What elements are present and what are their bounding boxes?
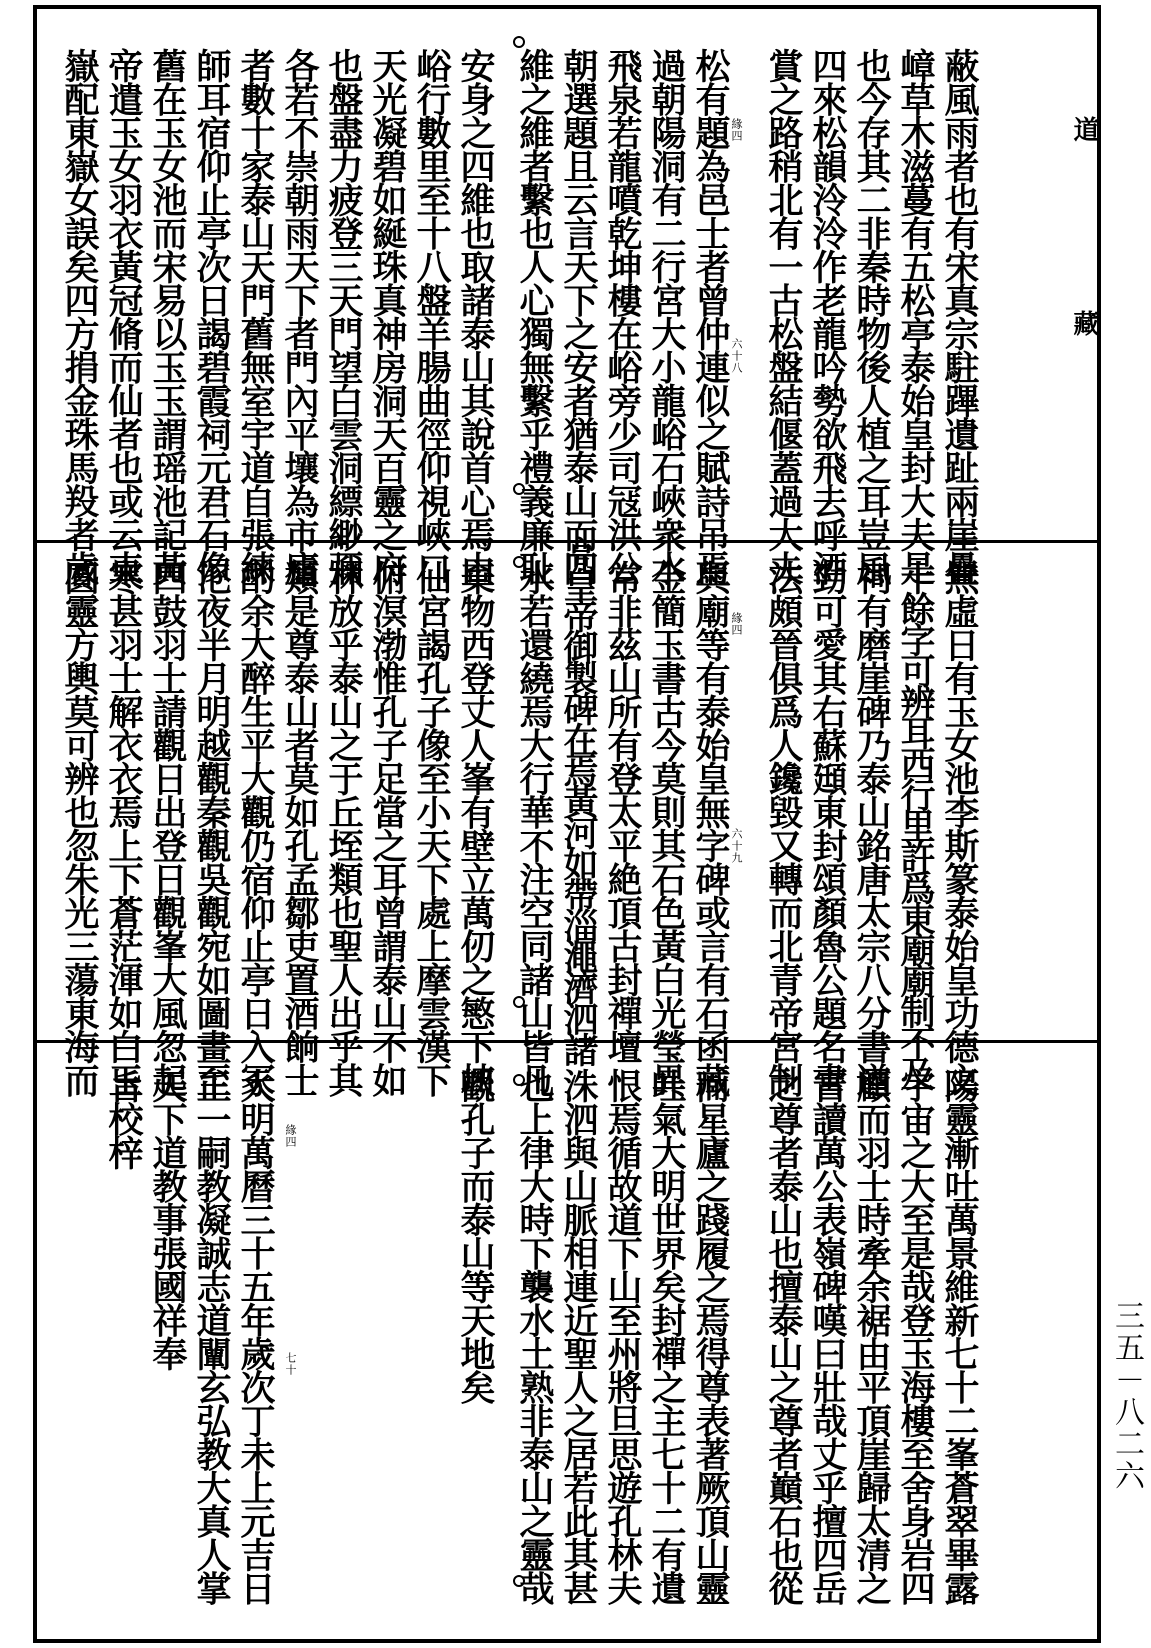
colophon-line: 正一嗣教凝誠志道闡玄弘教大真人掌: [191, 1068, 232, 1604]
margin-note: 六十八: [730, 338, 743, 374]
text-column: 而星廬之踐履之焉得尊表著厥頂山靈: [690, 1068, 731, 1604]
colophon-line: 大明萬曆三十五年歲次丁未上元吉日: [235, 1068, 276, 1604]
text-column: 天光凝碧如綖珠真神房洞天百靈之府: [367, 48, 408, 584]
text-column: 宮讀萬公表嶺碑嘆曰壯哉丈乎擅四岳: [807, 1068, 848, 1604]
text-column: 與廟等有泰始皇無字碑或言有石函藏: [690, 560, 731, 1096]
margin-note: 緣四: [284, 1124, 297, 1148]
text-column: 蔽風雨者也有宋真宗駐蹕遺趾兩崖疊: [939, 48, 980, 584]
text-column: 金簡玉書古今莫則其石色黃白光瑩異: [646, 560, 687, 1096]
text-column: 宇宙之大至是哉登玉海樓至舍身岩四: [895, 1068, 936, 1604]
text-column: 顧而羽士時牽余裾由平頂崖歸太清之: [851, 1068, 892, 1604]
text-column: 也今存其二非秦時物後人植之耳豈風: [851, 48, 892, 584]
text-column: 者數十家泰山天門舊無室宇道自張練: [235, 48, 276, 584]
text-column: 飛泉若龍噴乾坤樓在峪旁少司冦洪公: [602, 48, 643, 584]
text-column: 俯溟渤惟孔子足當之耳曾謂泰山不如: [367, 560, 408, 1096]
text-column: 維之維者繫也人心獨無繫乎禮義廉耻: [514, 48, 555, 584]
text-column: 之尊者泰山也擅泰山之尊者巔石也從: [763, 1068, 804, 1604]
text-column: 高皇帝御製碑在焉黃河如帶淄澠濟泗諸: [558, 536, 599, 1063]
text-column: 常非茲山所有登太平絶頂古封禪壇: [602, 560, 643, 1063]
text-column: 四鼓羽士請觀日出登日觀峯大風忽起: [147, 560, 188, 1096]
text-column: 安身之四維也取諸泰山其說首心焉由: [455, 48, 496, 584]
text-column: 嶽配東嶽女誤矣四方捐金珠馬羖者歲: [59, 48, 100, 584]
text-column: 過朝陽洞有二行宮大小龍峪石峽衆水: [646, 48, 687, 584]
margin-note: 六十九: [730, 828, 743, 864]
text-column: 朝選題且云言天下之安者猶泰山而四: [558, 48, 599, 584]
page-number: 三五－八二六: [1109, 1300, 1144, 1492]
colophon-line: 天下道教事張國祥奉: [147, 1068, 188, 1370]
text-column: 酌余大醉生平大觀仍宿仰止亭日入冢: [235, 560, 276, 1096]
text-column: 陽靈漸吐萬景維新七十二峯蒼翠畢露: [939, 1068, 980, 1604]
text-column: 圓靈方輿莫可辨也忽朱光三蕩東海而: [59, 560, 100, 1096]
text-column: 法頗晉俱爲人鑱毀又轉而北青帝宮制: [763, 560, 804, 1096]
margin-note: 七十: [284, 1352, 297, 1376]
text-column: 寒甚羽士解衣衣焉上下蒼茫渾如白玉: [103, 560, 144, 1096]
text-column: 也上律大時下襲水土熟非泰山之靈哉: [514, 1068, 555, 1604]
circle-mark: [513, 36, 525, 48]
text-column: 汜夜半月明越觀秦觀吳觀宛如圖畫至: [191, 560, 232, 1096]
text-column: 勁可愛其右蘇頲東封頌顏魯公題名書: [807, 560, 848, 1096]
margin-note: 緣四: [730, 612, 743, 636]
text-column: 十餘字可辨耳西行里許爲東廟廟制不及: [895, 560, 936, 1087]
text-column: 四來松韻泠泠作老龍吟勢欲飛去呼酒: [807, 48, 848, 584]
text-column: 洙泗與山脈相連近聖人之居若此其甚: [558, 1068, 599, 1604]
text-column: 松有題為邑士者曾仲連似之賦詩吊焉: [690, 48, 731, 584]
text-column: 觀孔子而泰山等天地矣: [455, 1068, 496, 1403]
text-column: 無虛日有玉女池李斯篆泰始皇功德文: [939, 560, 980, 1096]
text-column: 恨焉循故道下山至州將旦思遊孔林夫: [602, 1068, 643, 1604]
margin-note: 緣四: [730, 118, 743, 142]
title-char-top: 道: [1069, 116, 1099, 144]
text-column: 峪行數里至十八盤羊腸曲徑仰視峽口: [411, 48, 452, 584]
text-column: 祠有磨崖碑乃泰山銘唐太宗八分書遒: [851, 560, 892, 1096]
text-column: 各若不崇朝雨天下者門內平壤為市廬: [279, 48, 320, 584]
text-column: 林放乎泰山之于丘垤類也聖人出乎其: [323, 560, 364, 1096]
text-column: 帝遣玉女羽衣黃冠脩而仙者也或云東: [103, 48, 144, 584]
text-column: 賞之路稍北有一古松盤結偃蓋過大夫: [763, 48, 804, 584]
text-column: 類是尊泰山者莫如孔孟鄒吏置酒餉士: [279, 560, 320, 1096]
title-char-bottom: 藏: [1069, 310, 1099, 338]
text-column: 棄物西登丈人峯有壁立萬仞之慜下峽: [455, 560, 496, 1096]
text-column: 水若還繞焉大行華不注空同諸山皆凡: [514, 560, 555, 1096]
text-column: 嶂草木滋蔓有五松亭泰始皇封大夫是: [895, 48, 936, 584]
colophon-line: 旨校梓: [103, 1068, 144, 1169]
text-column: 仙宮謁孔子像至小天下處上摩雲漢下: [411, 560, 452, 1096]
text-column: 舊在玉女池而宋易以玉玉謂瑶池記黃: [147, 48, 188, 584]
text-column: 師耳宿仰止亭次日謁碧霞祠元君石像: [191, 48, 232, 584]
text-column: 吐氣大明世界矣封禪之主七十二有遺: [646, 1068, 687, 1604]
text-column: 也盤盡力疲登三天門望白雲洞縹緲彌: [323, 48, 364, 584]
